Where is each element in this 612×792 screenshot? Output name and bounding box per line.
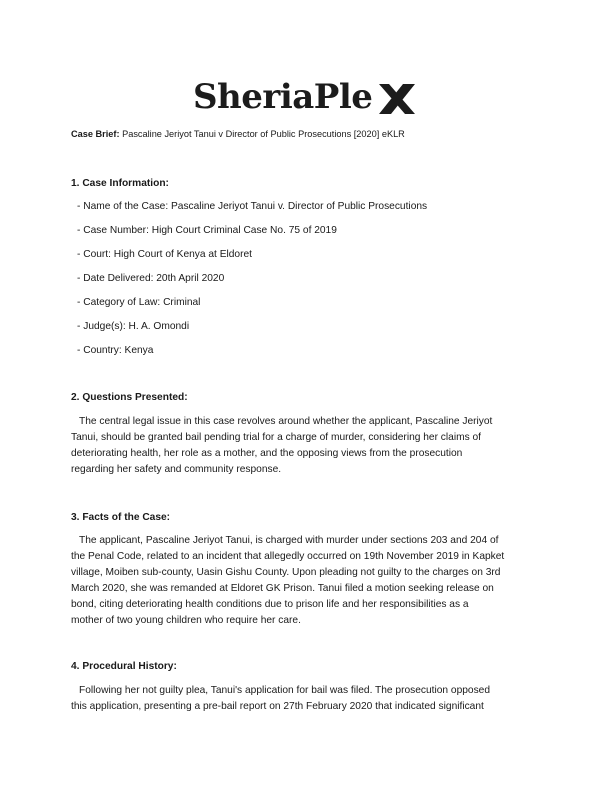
info-item-case-number: - Case Number: High Court Criminal Case No. 75 of 2019 xyxy=(77,225,337,236)
paragraph-line: this application, presenting a pre-bail report on 27th February 2020 that indicated significant xyxy=(71,701,484,712)
info-item-judge: - Judge(s): H. A. Omondi xyxy=(77,321,190,332)
paragraph-line: Tanui, should be granted bail pending trial for a charge of murder, considering her claims of xyxy=(71,432,482,443)
section-heading-procedural-history: 4. Procedural History: xyxy=(71,661,177,672)
section-heading-case-information: 1. Case Information: xyxy=(71,178,169,189)
facts-paragraph xyxy=(71,533,547,629)
info-item-category: - Category of Law: Criminal xyxy=(77,297,201,308)
case-brief-line xyxy=(71,129,405,139)
section-heading-facts: 3. Facts of the Case: xyxy=(71,512,171,523)
paragraph-line: March 2020, she was remanded at Eldoret GK Prison. Tanui filed a motion seeking release on xyxy=(71,583,494,594)
section-heading-questions-presented: 2. Questions Presented: xyxy=(71,392,188,403)
info-item-date: - Date Delivered: 20th April 2020 xyxy=(77,273,225,284)
paragraph-line: The central legal issue in this case revolves around whether the applicant, Pascaline Jeriyot xyxy=(79,416,493,427)
questions-paragraph xyxy=(71,414,547,478)
logo-x-mark xyxy=(377,80,417,118)
procedural-paragraph xyxy=(71,683,547,715)
paragraph-line: deteriorating health, her role as a mother, and the opposing views from the prosecution xyxy=(71,448,463,459)
paragraph-line: bond, citing deteriorating health conditions due to prison life and her responsibilities as a xyxy=(71,599,469,610)
paragraph-line: mother of two young children who require her care. xyxy=(71,615,301,626)
paragraph-line: Following her not guilty plea, Tanui's application for bail was filed. The prosecution opposed xyxy=(79,685,491,696)
info-item-court: - Court: High Court of Kenya at Eldoret xyxy=(77,249,252,260)
sheriaplex-logo xyxy=(193,74,423,120)
case-brief-title: Pascaline Jeriyot Tanui v Director of Public Prosecutions [2020] eKLR xyxy=(122,129,405,139)
paragraph-line: village, Moiben sub-county, Uasin Gishu County. Upon pleading not guilty to the charges on 3rd xyxy=(71,567,501,578)
case-brief-label: Case Brief: xyxy=(71,129,120,139)
info-item-name: - Name of the Case: Pascaline Jeriyot Tanui v. Director of Public Prosecutions xyxy=(77,201,428,212)
paragraph-line: regarding her safety and community response. xyxy=(71,464,282,475)
logo-wordmark: SheriaPle xyxy=(193,77,373,117)
info-item-country: - Country: Kenya xyxy=(77,345,154,356)
paragraph-line: The applicant, Pascaline Jeriyot Tanui, is charged with murder under sections 203 and 204 of xyxy=(79,535,499,546)
paragraph-line: the Penal Code, related to an incident that allegedly occurred on 19th November 2019 in Kapket xyxy=(71,551,505,562)
